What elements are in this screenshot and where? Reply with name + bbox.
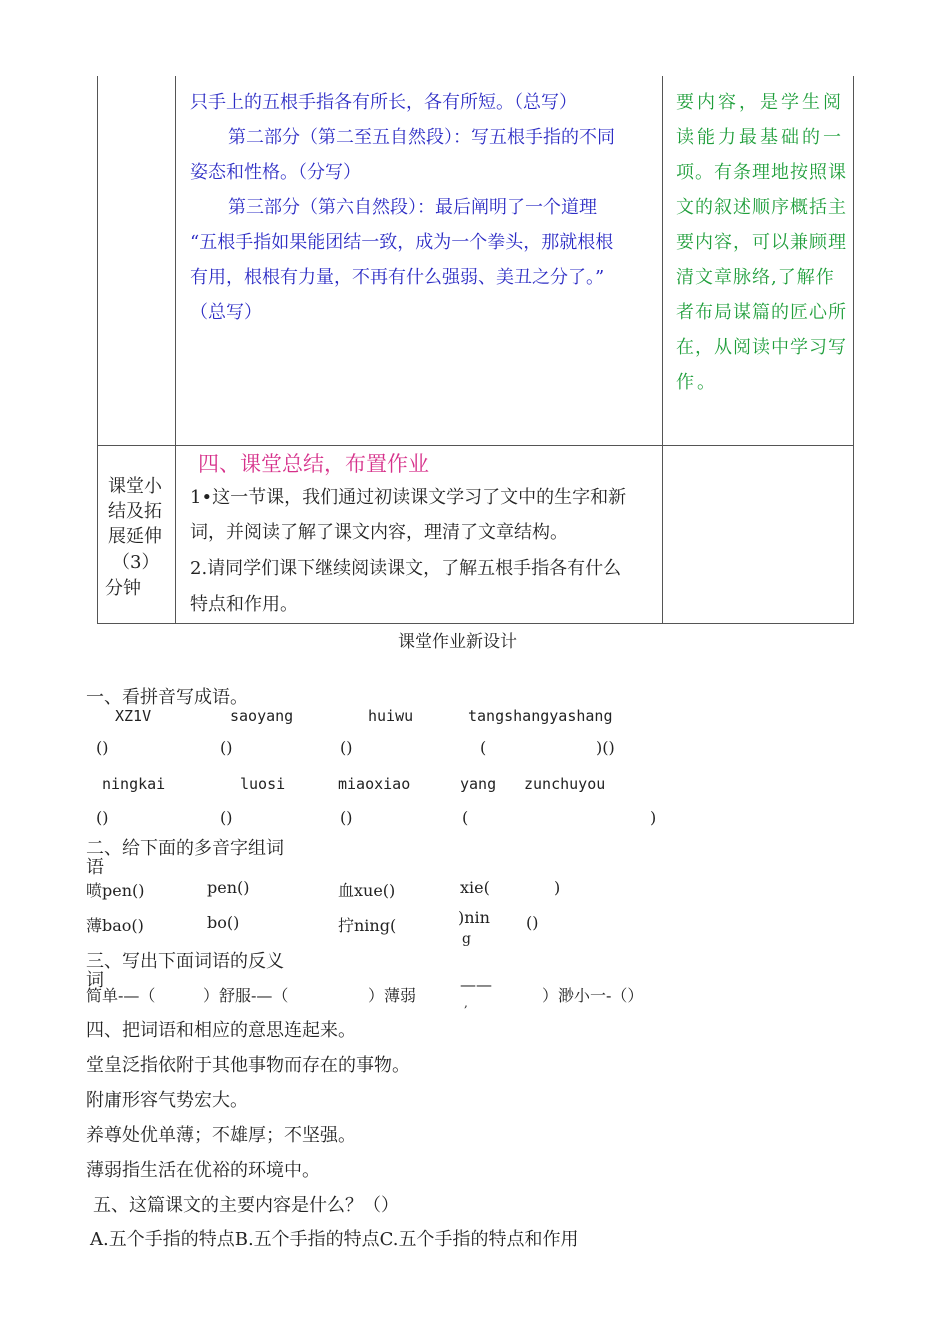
table-border-right — [853, 76, 854, 624]
answer-blank[interactable]: () — [340, 738, 353, 757]
polyphone-item[interactable]: 薄bao() — [86, 916, 144, 935]
polyphone-overflow: g — [462, 931, 471, 947]
pinyin: yang — [460, 775, 497, 793]
stage-label: 结及拓 — [108, 501, 162, 522]
match-line[interactable]: 薄弱指生活在优裕的环境中。 — [86, 1160, 320, 1181]
design-line: 在，从阅读中学习写 — [676, 337, 847, 358]
pinyin: XZ1V — [115, 707, 152, 725]
table-border-left — [97, 76, 98, 624]
q5-heading: 五、这篇课文的主要内容是什么？（） — [93, 1195, 399, 1216]
polyphone-item[interactable]: 喷pen() — [86, 881, 145, 900]
design-line: 清文章脉络,了解作 — [676, 267, 835, 288]
polyphone-item[interactable]: bo() — [207, 913, 240, 932]
polyphone-item[interactable]: )nin — [458, 908, 490, 927]
answer-blank[interactable]: () — [96, 738, 109, 757]
stage-label: 课堂小 — [108, 476, 162, 497]
pinyin: ningkai — [102, 775, 166, 793]
pinyin: miaoxiao — [338, 775, 411, 793]
answer-blank[interactable]: ( — [480, 738, 487, 757]
pinyin: saoyang — [230, 707, 294, 725]
content-line: 第二部分（第二至五自然段）：写五根手指的不同 — [228, 127, 615, 148]
design-line: 作。 — [676, 372, 718, 393]
content-line: （总写） — [190, 302, 262, 323]
pinyin: huiwu — [368, 707, 414, 725]
q1-heading: 一、看拼音写成语。 — [86, 687, 248, 708]
stage-label: （3） — [112, 552, 160, 573]
stage-label: 分钟 — [105, 578, 141, 599]
pinyin: luosi — [240, 775, 286, 793]
q2-heading: 二、给下面的多音字组词 — [86, 838, 284, 859]
answer-blank[interactable]: () — [220, 808, 233, 827]
match-line[interactable]: 堂皇泛指依附于其他事物而存在的事物。 — [86, 1055, 410, 1076]
q3-heading-overflow: 词 — [86, 970, 104, 991]
polyphone-item[interactable]: ) — [554, 878, 561, 897]
design-line: 项。有条理地按照课 — [676, 162, 847, 183]
answer-blank[interactable]: () — [96, 808, 109, 827]
answer-blank[interactable]: ) — [650, 808, 657, 827]
polyphone-item[interactable]: 血xue() — [338, 881, 396, 900]
summary-line: 1•这一节课，我们通过初读课文学习了文中的生字和新 — [190, 487, 627, 508]
table-border-col2 — [662, 76, 663, 624]
match-line[interactable]: 附庸形容气势宏大。 — [86, 1090, 248, 1111]
polyphone-item[interactable]: () — [526, 913, 539, 932]
table-border-col1 — [175, 76, 176, 624]
table-border-bottom — [97, 623, 854, 624]
polyphone-item[interactable]: 拧ning( — [338, 916, 397, 935]
q5-options[interactable]: A.五个手指的特点B.五个手指的特点C.五个手指的特点和作用 — [90, 1229, 579, 1250]
pinyin: zunchuyou — [524, 775, 606, 793]
content-line: “五根手指如果能团结一致，成为一个拳头，那就根根 — [190, 232, 614, 253]
table-row-divider — [97, 445, 854, 446]
summary-line: 特点和作用。 — [190, 594, 298, 615]
q4-heading: 四、把词语和相应的意思连起来。 — [86, 1020, 356, 1041]
summary-line: 词，并阅读了解了课文内容，理清了文章结构。 — [190, 522, 568, 543]
match-line[interactable]: 养尊处优单薄；不雄厚；不坚强。 — [86, 1125, 356, 1146]
q3-heading: 三、写出下面词语的反义 — [86, 951, 284, 972]
pinyin: tangshangyashang — [468, 707, 613, 725]
antonym-item[interactable]: 简单-—（ — [86, 986, 156, 1005]
homework-title: 课堂作业新设计 — [398, 632, 517, 652]
answer-blank[interactable]: ( — [462, 808, 469, 827]
answer-blank[interactable]: () — [220, 738, 233, 757]
content-line: 只手上的五根手指各有所长，各有所短。（总写） — [190, 92, 577, 113]
stage-label: 展延伸 — [108, 526, 162, 547]
summary-line: 2.请同学们课下继续阅读课文，了解五根手指各有什么 — [190, 558, 622, 579]
design-line: 者布局谋篇的匠心所 — [676, 302, 847, 323]
design-line: 读能力最基础的一 — [676, 127, 844, 148]
section-heading: 四、课堂总结，布置作业 — [198, 452, 429, 476]
polyphone-item[interactable]: pen() — [207, 878, 250, 897]
design-line: 要内容，可以兼顾理 — [676, 232, 847, 253]
answer-blank[interactable]: )() — [596, 738, 615, 757]
antonym-item[interactable]: —— — [460, 975, 492, 994]
answer-blank[interactable]: () — [340, 808, 353, 827]
content-line: 第三部分（第六自然段）：最后阐明了一个道理 — [228, 197, 597, 218]
design-line: 要内容，是学生阅 — [676, 92, 844, 113]
antonym-item[interactable]: ）薄弱 — [368, 986, 417, 1005]
content-line: 姿态和性格。（分写） — [190, 162, 361, 183]
antonym-overflow: , — [464, 996, 468, 1010]
polyphone-item[interactable]: xie( — [460, 878, 490, 897]
content-line: 有用，根根有力量，不再有什么强弱、美丑之分了。” — [190, 267, 605, 288]
antonym-item[interactable]: ）舒服-—（ — [203, 986, 289, 1005]
design-line: 文的叙述顺序概括主 — [676, 197, 847, 218]
q2-heading-overflow: 语 — [86, 857, 104, 878]
antonym-item[interactable]: ）渺小一-（） — [542, 986, 644, 1005]
